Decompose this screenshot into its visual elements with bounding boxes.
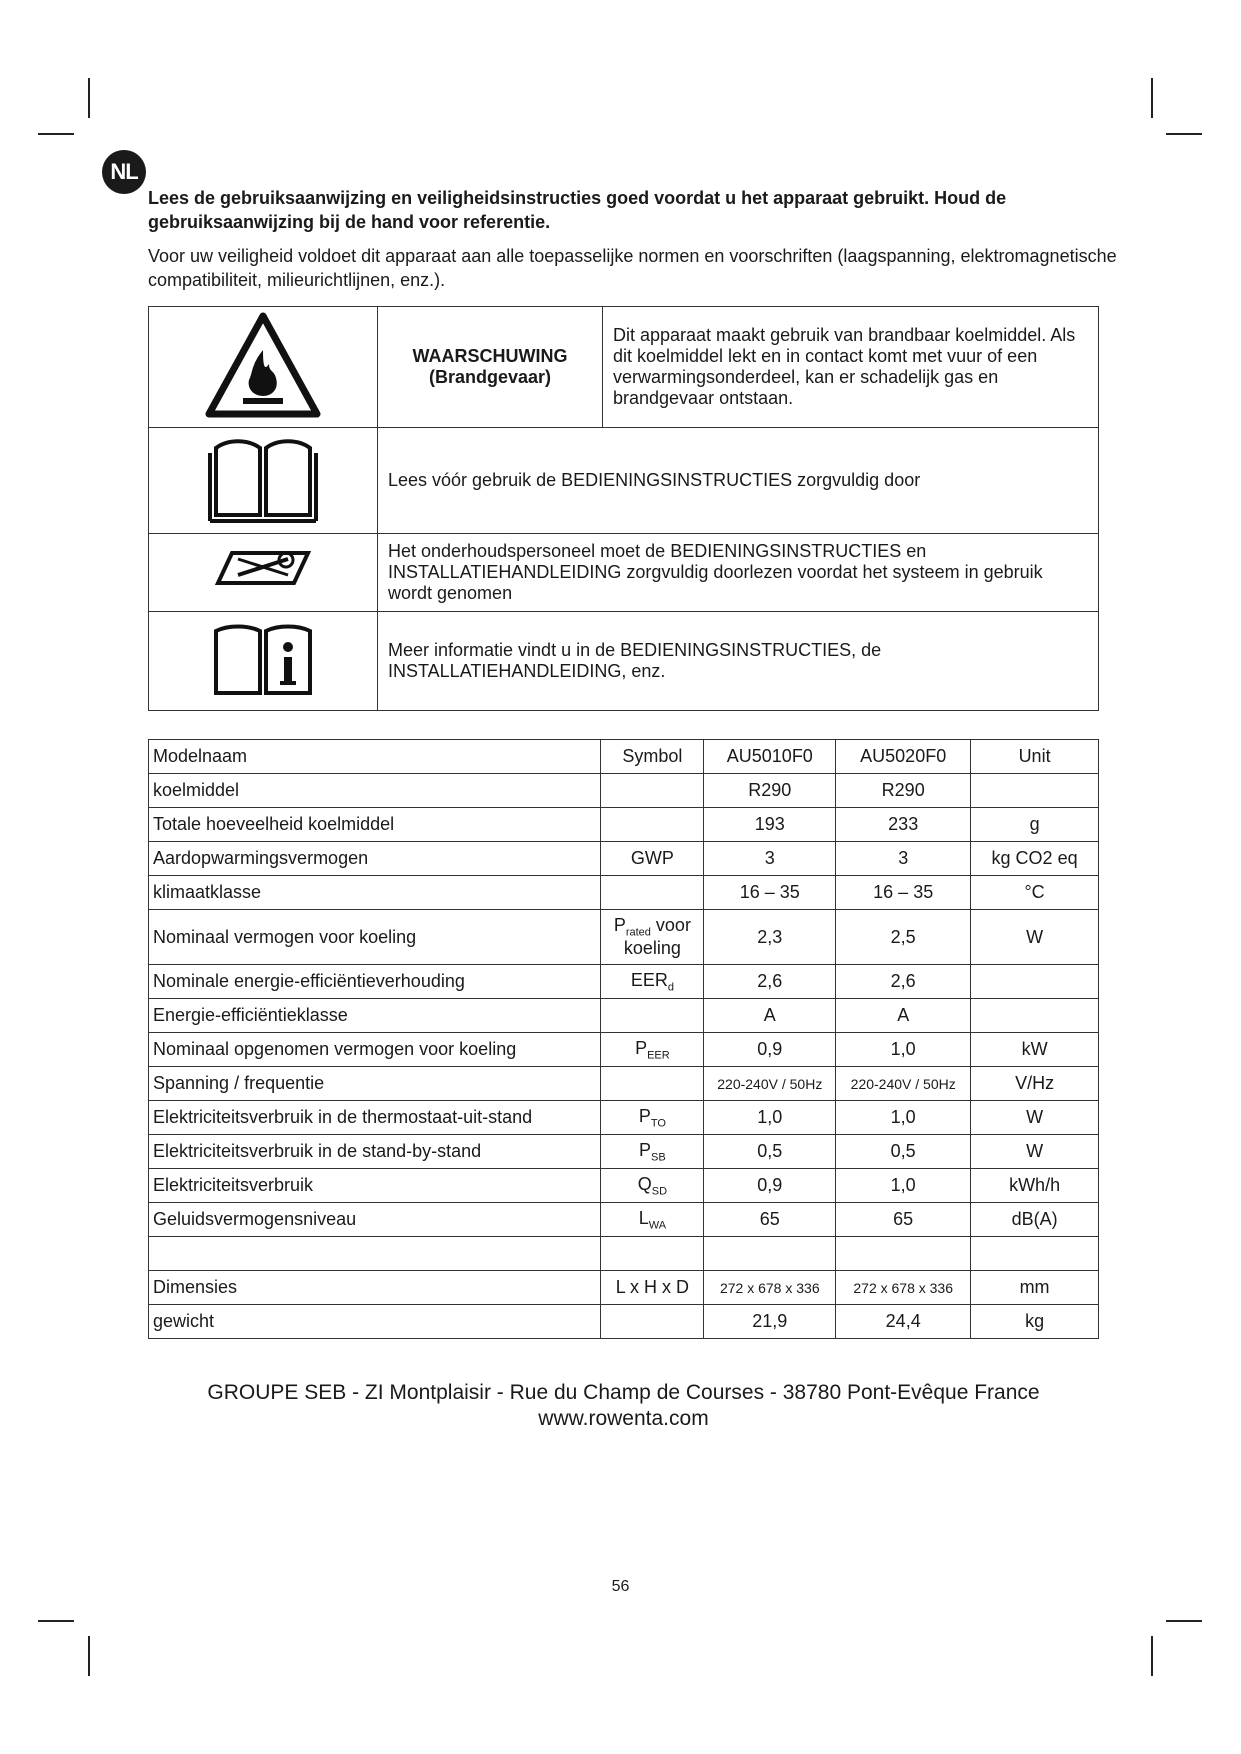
row-value-model2 bbox=[836, 1237, 971, 1271]
table-row bbox=[149, 1067, 1099, 1101]
row-symbol bbox=[601, 1305, 704, 1339]
symbol-main: EER bbox=[630, 969, 668, 990]
row-symbol bbox=[601, 1169, 704, 1203]
header-unit: Unit bbox=[971, 740, 1099, 774]
row-symbol bbox=[601, 1237, 704, 1271]
row-symbol bbox=[601, 876, 704, 910]
row-value-model2: 1,0 bbox=[836, 1169, 971, 1203]
row-unit: kWh/h bbox=[971, 1169, 1099, 1203]
row-name: koelmiddel bbox=[149, 774, 601, 808]
row-symbol bbox=[601, 965, 704, 999]
row-value-model1: 2,6 bbox=[704, 965, 836, 999]
fire-warning-icon-cell bbox=[149, 307, 378, 428]
warning-table bbox=[148, 306, 1099, 711]
row-unit: W bbox=[971, 1135, 1099, 1169]
row-name: gewicht bbox=[149, 1305, 601, 1339]
footer-address: GROUPE SEB - ZI Montplaisir - Rue du Champ de Courses - 38780 Pont-Evêque France bbox=[207, 1381, 1040, 1404]
row-value-model2: 220-240V / 50Hz bbox=[836, 1067, 971, 1101]
row-value-model1: 2,3 bbox=[704, 910, 836, 965]
table-row bbox=[149, 842, 1099, 876]
row-unit: mm bbox=[971, 1271, 1099, 1305]
symbol-main: P bbox=[638, 1105, 651, 1126]
row-value-model1: 220-240V / 50Hz bbox=[704, 1067, 836, 1101]
symbol-sub: d bbox=[667, 981, 674, 994]
info-manual-icon bbox=[208, 619, 318, 699]
row-value-model1: 0,9 bbox=[704, 1169, 836, 1203]
footer bbox=[148, 1380, 1099, 1432]
warning-title: WAARSCHUWING bbox=[412, 346, 568, 366]
row-value-model2: 0,5 bbox=[836, 1135, 971, 1169]
crop-mark bbox=[38, 1620, 74, 1622]
row-value-model1 bbox=[704, 1237, 836, 1271]
symbol-main: P bbox=[639, 1139, 652, 1160]
row-value-model2: 1,0 bbox=[836, 1033, 971, 1067]
row-unit: kg CO2 eq bbox=[971, 842, 1099, 876]
table-row bbox=[149, 1237, 1099, 1271]
table-row bbox=[149, 1101, 1099, 1135]
row-name: Aardopwarmingsvermogen bbox=[149, 842, 601, 876]
crop-mark bbox=[88, 1636, 90, 1676]
row-value-model1: A bbox=[704, 999, 836, 1033]
table-row bbox=[149, 1033, 1099, 1067]
row-value-model1: R290 bbox=[704, 774, 836, 808]
row-value-model2: 2,5 bbox=[836, 910, 971, 965]
row-name: Energie-efficiëntieklasse bbox=[149, 999, 601, 1033]
row-value-model1: 0,5 bbox=[704, 1135, 836, 1169]
row-unit bbox=[971, 774, 1099, 808]
header-model2: AU5020F0 bbox=[836, 740, 971, 774]
row-name: Geluidsvermogensniveau bbox=[149, 1203, 601, 1237]
symbol-sub: WA bbox=[648, 1219, 667, 1232]
row-symbol bbox=[601, 1135, 704, 1169]
row-name: Dimensies bbox=[149, 1271, 601, 1305]
row-value-model2: 1,0 bbox=[836, 1101, 971, 1135]
fire-warning-text: Dit apparaat maakt gebruik van brandbaar koelmiddel. Als dit koelmiddel lekt en in contact komt met vuur of een verwarmingsonderdeel, kan er schadelijk gas en brandgevaar ontstaan. bbox=[603, 307, 1099, 428]
symbol-sub: SD bbox=[651, 1185, 668, 1198]
row-name: Totale hoeveelheid koelmiddel bbox=[149, 808, 601, 842]
flammable-warning-icon bbox=[203, 310, 323, 420]
row-name: Elektriciteitsverbruik bbox=[149, 1169, 601, 1203]
row-value-model2: R290 bbox=[836, 774, 971, 808]
intro-bold-text: Lees de gebruiksaanwijzing en veiligheidsinstructies goed voordat u het apparaat gebruikt. Houd de gebruiksaanwijzing bij de hand voor referentie. bbox=[148, 188, 1007, 232]
table-row bbox=[149, 1305, 1099, 1339]
row-unit bbox=[971, 999, 1099, 1033]
wrench-manual-icon bbox=[208, 545, 318, 595]
row-value-model2: 65 bbox=[836, 1203, 971, 1237]
symbol-sub: rated bbox=[625, 926, 651, 939]
table-row bbox=[149, 876, 1099, 910]
symbol-main: Q bbox=[637, 1173, 652, 1194]
row-value-model1: 0,9 bbox=[704, 1033, 836, 1067]
warning-title-cell bbox=[378, 307, 603, 428]
row-unit: W bbox=[971, 910, 1099, 965]
row-unit bbox=[971, 1237, 1099, 1271]
crop-mark bbox=[1166, 133, 1202, 135]
row-value-model2: 24,4 bbox=[836, 1305, 971, 1339]
row-symbol bbox=[601, 774, 704, 808]
symbol-sub: SB bbox=[651, 1151, 666, 1164]
book-icon-cell bbox=[149, 428, 378, 534]
info-manual-icon-cell bbox=[149, 612, 378, 711]
symbol-main: P bbox=[613, 914, 626, 935]
row-unit: kW bbox=[971, 1033, 1099, 1067]
row-value-model1: 21,9 bbox=[704, 1305, 836, 1339]
row-value-model2: 16 – 35 bbox=[836, 876, 971, 910]
crop-mark bbox=[1151, 1636, 1153, 1676]
crop-mark bbox=[1151, 78, 1153, 118]
table-row bbox=[149, 999, 1099, 1033]
table-row bbox=[149, 1203, 1099, 1237]
row-name: Nominaal opgenomen vermogen voor koeling bbox=[149, 1033, 601, 1067]
spec-table bbox=[148, 739, 1099, 1339]
row-value-model1: 193 bbox=[704, 808, 836, 842]
footer-website[interactable]: www.rowenta.com bbox=[538, 1407, 709, 1430]
service-instruction-text: Het onderhoudspersoneel moet de BEDIENINGSINSTRUCTIES en INSTALLATIEHANDLEIDING zorgvuldig doorlezen voordat het systeem in gebruik wordt genomen bbox=[378, 534, 1099, 612]
header-symbol: Symbol bbox=[601, 740, 704, 774]
row-name: Nominale energie-efficiëntieverhouding bbox=[149, 965, 601, 999]
row-symbol bbox=[601, 1203, 704, 1237]
row-unit: °C bbox=[971, 876, 1099, 910]
row-value-model1: 65 bbox=[704, 1203, 836, 1237]
book-icon bbox=[208, 433, 318, 523]
row-unit bbox=[971, 965, 1099, 999]
row-unit: W bbox=[971, 1101, 1099, 1135]
row-value-model2: 233 bbox=[836, 808, 971, 842]
row-symbol bbox=[601, 1101, 704, 1135]
table-header-row bbox=[149, 740, 1099, 774]
row-value-model2: A bbox=[836, 999, 971, 1033]
row-unit: V/Hz bbox=[971, 1067, 1099, 1101]
table-row bbox=[149, 1271, 1099, 1305]
row-value-model1: 16 – 35 bbox=[704, 876, 836, 910]
table-row bbox=[149, 1135, 1099, 1169]
row-name: Elektriciteitsverbruik in de thermostaat-uit-stand bbox=[149, 1101, 601, 1135]
intro-text: Voor uw veiligheid voldoet dit apparaat aan alle toepasselijke normen en voorschriften (laagspanning, elektromagnetische compatibiliteit, milieurichtlijnen, enz.). bbox=[148, 246, 1117, 290]
table-row bbox=[149, 910, 1099, 965]
book-instruction-text: Lees vóór gebruik de BEDIENINGSINSTRUCTIES zorgvuldig door bbox=[378, 428, 1099, 534]
crop-mark bbox=[1166, 1620, 1202, 1622]
symbol-suffix: voor koeling bbox=[623, 914, 691, 959]
row-name: klimaatklasse bbox=[149, 876, 601, 910]
row-name: Elektriciteitsverbruik in de stand-by-stand bbox=[149, 1135, 601, 1169]
page-number: 56 bbox=[611, 1578, 630, 1595]
table-row bbox=[149, 808, 1099, 842]
language-badge: NL bbox=[102, 150, 146, 194]
row-name bbox=[149, 1237, 601, 1271]
row-unit: kg bbox=[971, 1305, 1099, 1339]
row-symbol bbox=[601, 1033, 704, 1067]
crop-mark bbox=[88, 78, 90, 118]
table-row bbox=[149, 1169, 1099, 1203]
wrench-manual-icon-cell bbox=[149, 534, 378, 612]
symbol-main: L bbox=[638, 1207, 649, 1228]
row-value-model2: 3 bbox=[836, 842, 971, 876]
row-symbol bbox=[601, 910, 704, 965]
symbol-main: P bbox=[635, 1037, 648, 1058]
row-value-model1: 3 bbox=[704, 842, 836, 876]
row-symbol bbox=[601, 1067, 704, 1101]
symbol-sub: TO bbox=[650, 1117, 666, 1130]
header-name: Modelnaam bbox=[149, 740, 601, 774]
header-model1: AU5010F0 bbox=[704, 740, 836, 774]
row-name: Nominaal vermogen voor koeling bbox=[149, 910, 601, 965]
table-row bbox=[149, 965, 1099, 999]
row-value-model1: 1,0 bbox=[704, 1101, 836, 1135]
row-symbol bbox=[601, 808, 704, 842]
row-symbol: L x H x D bbox=[601, 1271, 704, 1305]
info-instruction-text: Meer informatie vindt u in de BEDIENINGSINSTRUCTIES, de INSTALLATIEHANDLEIDING, enz. bbox=[378, 612, 1099, 711]
table-row bbox=[149, 774, 1099, 808]
row-value-model2: 2,6 bbox=[836, 965, 971, 999]
row-symbol: GWP bbox=[601, 842, 704, 876]
row-unit: dB(A) bbox=[971, 1203, 1099, 1237]
row-value-model2: 272 x 678 x 336 bbox=[836, 1271, 971, 1305]
symbol-sub: EER bbox=[647, 1049, 670, 1062]
warning-subtitle: (Brandgevaar) bbox=[428, 367, 552, 387]
crop-mark bbox=[38, 133, 74, 135]
row-unit: g bbox=[971, 808, 1099, 842]
row-symbol bbox=[601, 999, 704, 1033]
row-value-model1: 272 x 678 x 336 bbox=[704, 1271, 836, 1305]
row-name: Spanning / frequentie bbox=[149, 1067, 601, 1101]
